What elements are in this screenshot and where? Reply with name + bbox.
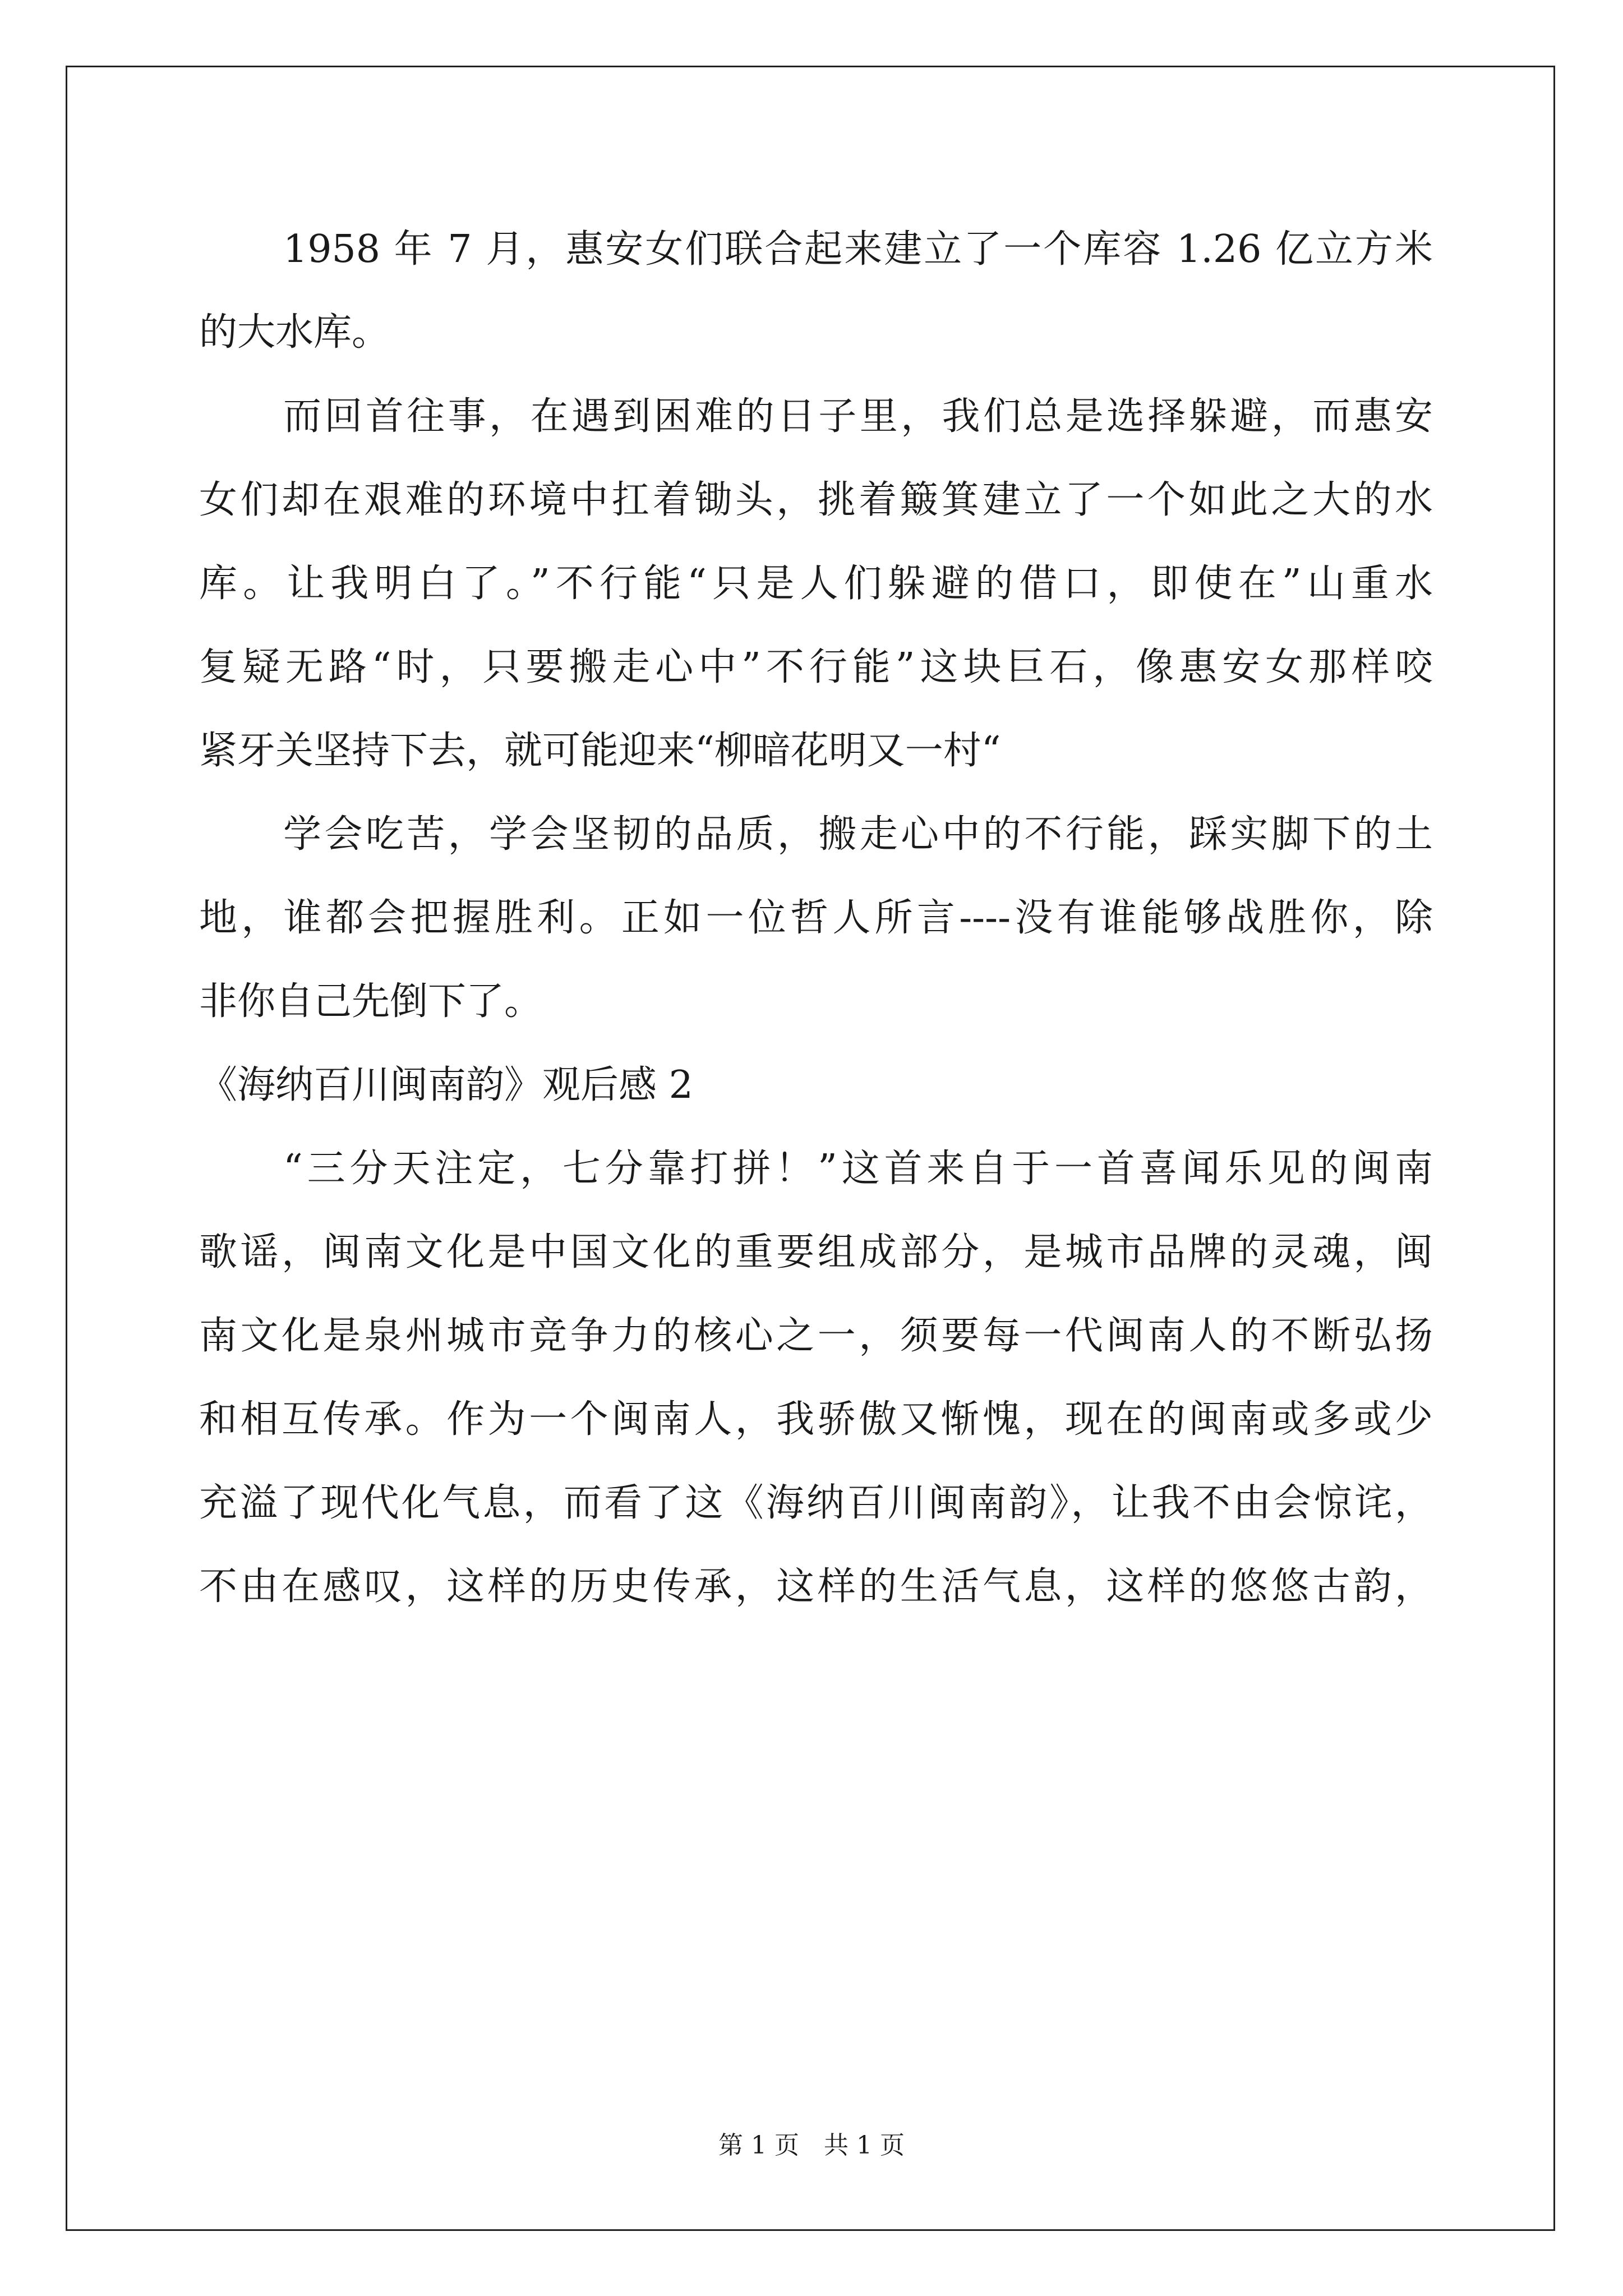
paragraph-line: 地，谁都会把握胜利。正如一位哲人所言----没有谁能够战胜你，除	[199, 896, 1433, 940]
paragraph-line: 充溢了现代化气息，而看了这《海纳百川闽南韵》，让我不由会惊诧，	[199, 1481, 1433, 1525]
paragraph-line: 歌谣，闽南文化是中国文化的重要组成部分，是城市品牌的灵魂，闽	[199, 1230, 1433, 1274]
paragraph-line: “三分天注定，七分靠打拼！”这首来自于一首喜闻乐见的闽南	[283, 1147, 1433, 1191]
paragraph-line: 而回首往事，在遇到困难的日子里，我们总是选择躲避，而惠安	[283, 394, 1433, 439]
paragraph-line: 1958 年 7 月，惠安女们联合起来建立了一个库容 1.26 亿立方米	[283, 227, 1433, 272]
paragraph-line: 不由在感叹，这样的历史传承，这样的生活气息，这样的悠悠古韵，	[199, 1565, 1433, 1609]
section-heading: 《海纳百川闽南韵》观后感 2	[199, 1063, 693, 1107]
paragraph-line: 女们却在艰难的环境中扛着锄头，挑着簸箕建立了一个如此之大的水	[199, 478, 1433, 522]
paragraph-line: 学会吃苦，学会坚韧的品质，搬走心中的不行能，踩实脚下的土	[283, 812, 1433, 857]
paragraph-line: 紧牙关坚持下去，就可能迎来“柳暗花明又一村“	[199, 729, 1001, 773]
paragraph-line: 南文化是泉州城市竞争力的核心之一，须要每一代闽南人的不断弘扬	[199, 1314, 1433, 1358]
paragraph-line: 的大水库。	[199, 310, 390, 355]
page-number: 第 1 页 共 1 页	[718, 2131, 905, 2160]
paragraph-line: 库。让我明白了。”不行能“只是人们躲避的借口，即使在”山重水	[199, 562, 1433, 606]
paragraph-line: 和相互传承。作为一个闽南人，我骄傲又惭愧，现在的闽南或多或少	[199, 1397, 1433, 1442]
paragraph-line: 复疑无路“时，只要搬走心中”不行能”这块巨石，像惠安女那样咬	[199, 645, 1433, 689]
paragraph-line: 非你自己先倒下了。	[199, 979, 543, 1024]
